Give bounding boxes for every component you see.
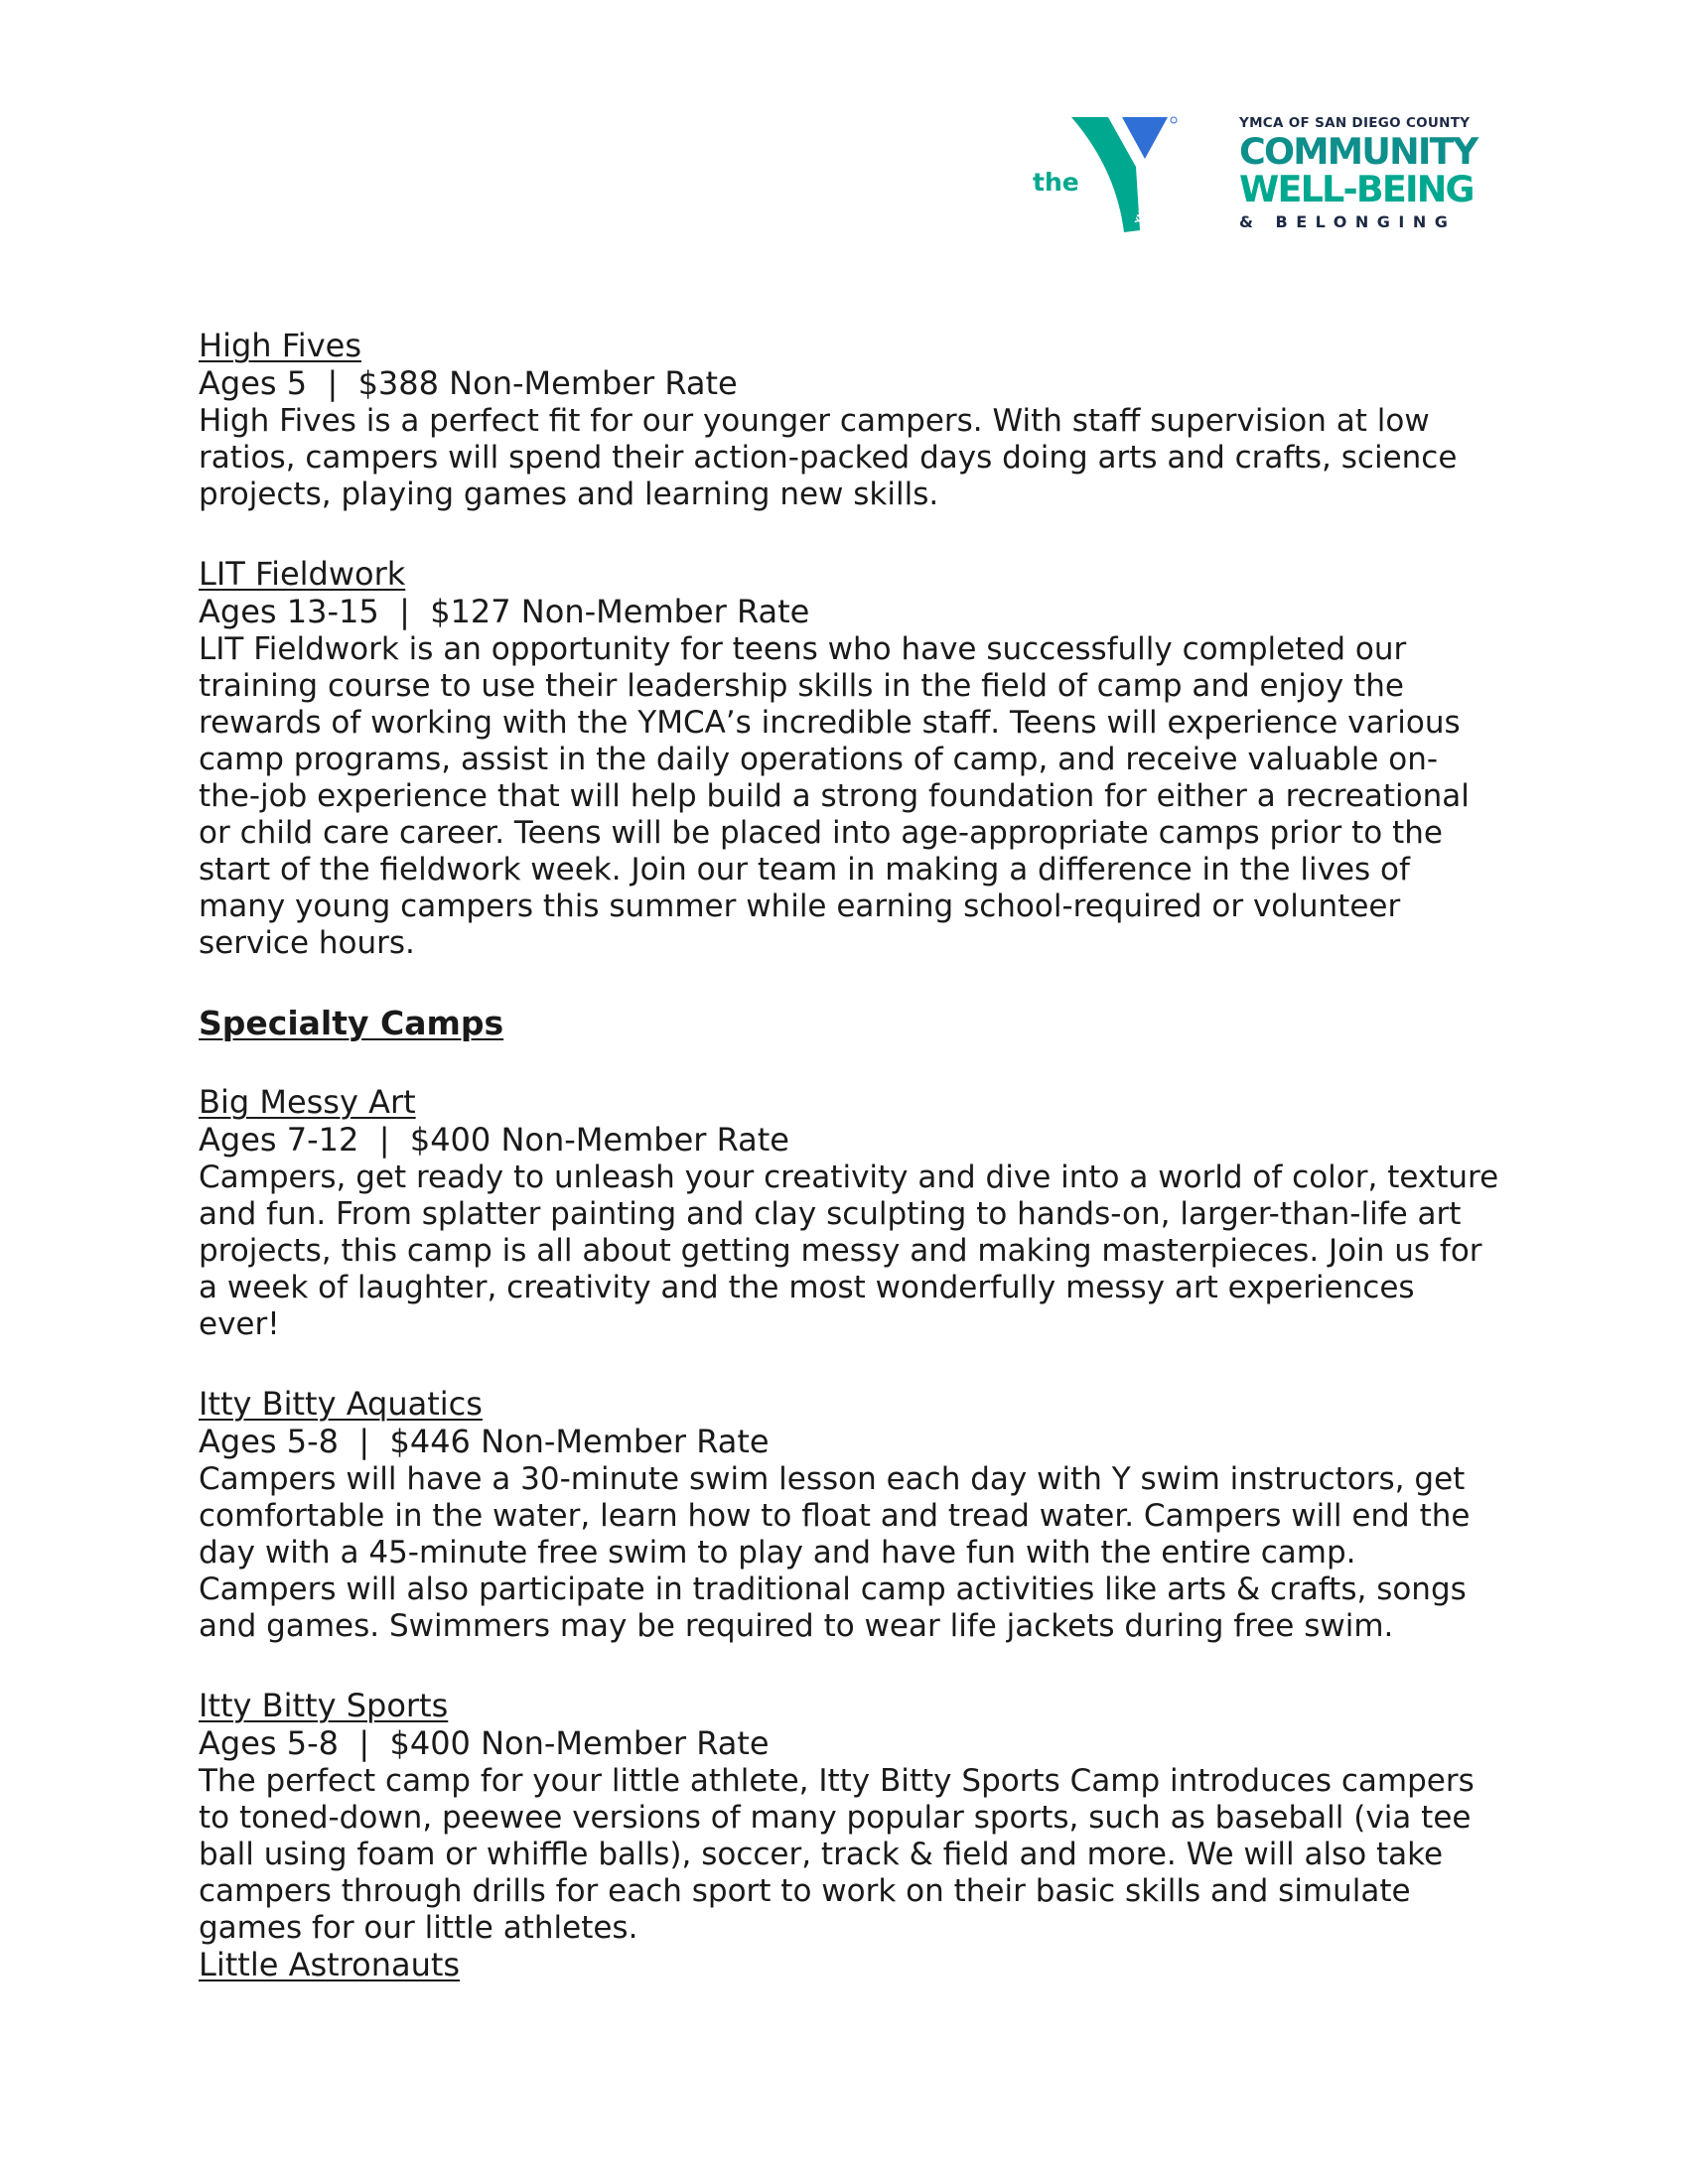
camp-title: Big Messy Art — [199, 1083, 416, 1121]
camp-title: LIT Fieldwork — [199, 555, 406, 593]
page-content — [199, 328, 1499, 1983]
camp-description: The perfect camp for your little athlete, Itty Bitty Sports Camp introduces campers to toned-down, peewee versions of many popular sports, such as baseball (via tee ball using foam or whiffle balls), soccer, track & field and more. We will also take campers through drills for each sport to work on their basic skills and simulate games for our little athletes. — [199, 1763, 1475, 1946]
ymca-logo — [1029, 109, 1485, 238]
section-heading-specialty-camps: Specialty Camps — [199, 1004, 504, 1042]
camp-title: High Fives — [199, 327, 361, 364]
camp-itty-bitty-sports — [199, 1688, 1499, 1947]
camp-lit-fieldwork — [199, 556, 1499, 962]
camp-rate: Ages 5 | $388 Non-Member Rate — [199, 364, 738, 402]
camp-title-little-astronauts: Little Astronauts — [199, 1946, 461, 1983]
camp-description: Campers will have a 30-minute swim lesson each day with Y swim instructors, get comfortable in the water, learn how to float and tread water. Campers will end the day with a 45-minute free swim to play and have fun with the entire camp. Campers will also participate in traditional camp activities like arts & crafts, songs and games. Swimmers may be required to wear life jackets during free swim. — [199, 1461, 1471, 1644]
logo-line-wellbeing: WELL-BEING — [1239, 168, 1474, 210]
ymca-y-icon — [1029, 109, 1237, 238]
camp-description: Campers, get ready to unleash your creativity and dive into a world of color, texture and fun. From splatter painting and clay sculpting to hands-on, larger-than-life art projects, this camp is all about getting messy and making masterpieces. Join us for a week of laughter, creativity and the most wonderfully messy art experiences ever! — [199, 1160, 1499, 1342]
logo-wordmark — [1239, 115, 1487, 231]
camp-description: LIT Fieldwork is an opportunity for teens who have successfully completed our training course to use their leadership skills in the field of camp and enjoy the rewards of working with the YMCA’s incredible staff. Teens will experience various camp programs, assist in the daily operations of camp, and receive valuable on-the-job experience that will help build a strong foundation for either a recreational or child care career. Teens will be placed into age-appropriate camps prior to the start of the fieldwork week. Join our team in making a difference in the lives of many young campers this summer while earning school-required or volunteer service hours. — [199, 631, 1470, 961]
logo-the-text: the — [1033, 168, 1079, 197]
camp-title: Itty Bitty Sports — [199, 1687, 449, 1724]
logo-line-belonging: & BELONGING — [1239, 212, 1457, 231]
logo-org-line: YMCA OF SAN DIEGO COUNTY — [1239, 115, 1471, 131]
camp-rate: Ages 5-8 | $446 Non-Member Rate — [199, 1423, 770, 1460]
camp-itty-bitty-aquatics — [199, 1386, 1499, 1645]
camp-rate: Ages 5-8 | $400 Non-Member Rate — [199, 1724, 770, 1762]
camp-rate: Ages 13-15 | $127 Non-Member Rate — [199, 593, 810, 630]
camp-title: Itty Bitty Aquatics — [199, 1385, 483, 1423]
camp-description: High Fives is a perfect fit for our younger campers. With staff supervision at low ratios, campers will spend their action-packed days doing arts and crafts, science projects, playing games and learning new skills. — [199, 403, 1458, 512]
camp-big-messy-art — [199, 1084, 1499, 1343]
logo-line-community: COMMUNITY — [1239, 130, 1477, 173]
camp-rate: Ages 7-12 | $400 Non-Member Rate — [199, 1121, 789, 1159]
camp-high-fives — [199, 328, 1499, 513]
logo-ymca-text: YMCA — [1133, 198, 1151, 225]
